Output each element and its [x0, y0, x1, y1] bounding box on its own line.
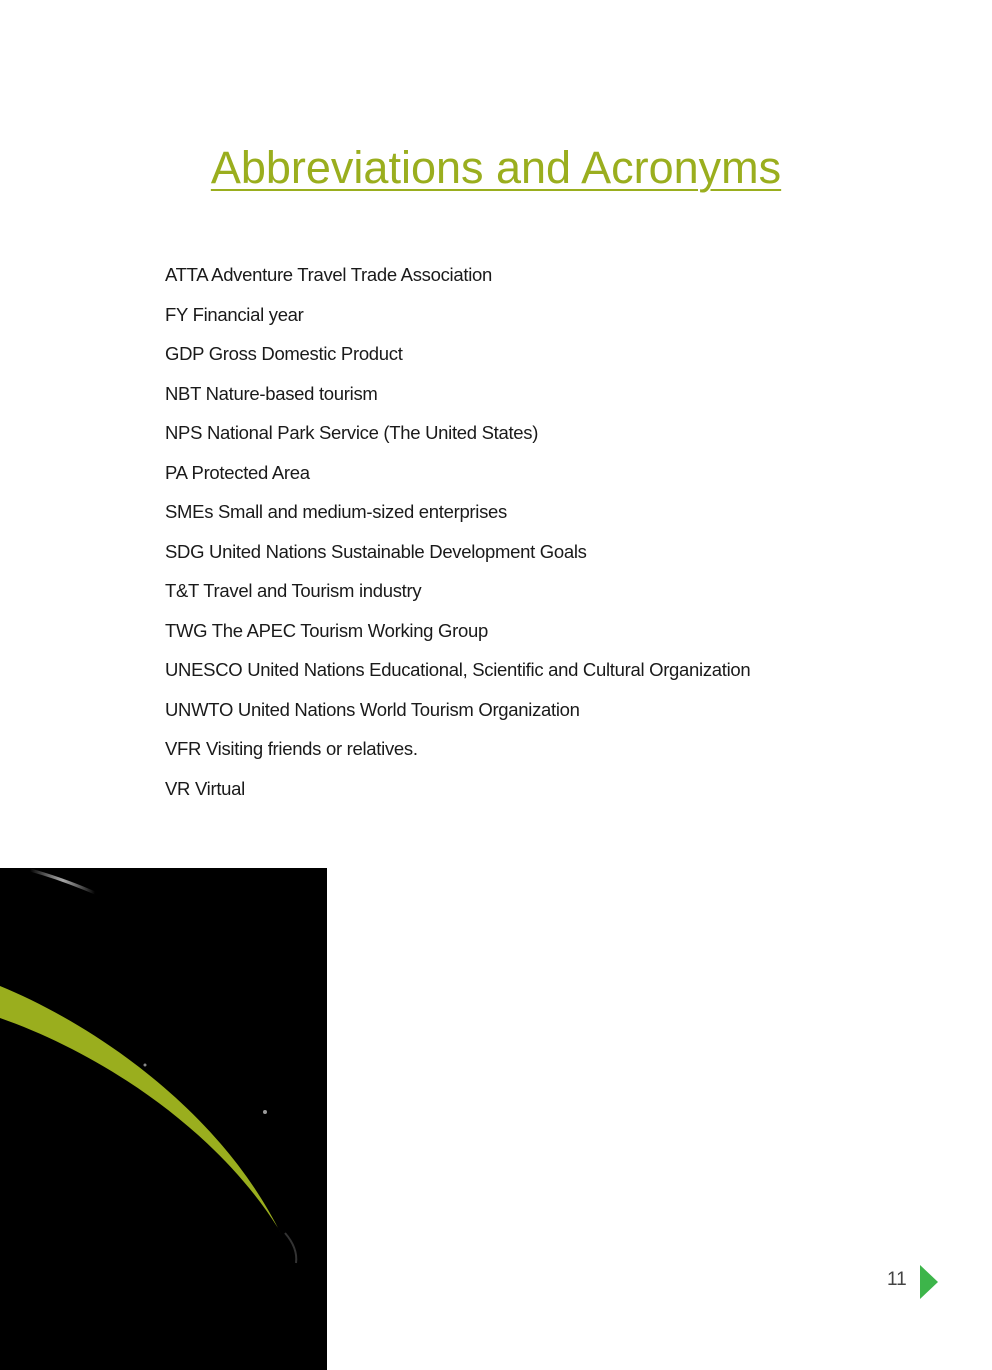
- abbreviation-definition: United Nations Educational, Scientific and Cultural Organization: [247, 659, 751, 680]
- abbreviation-item: [165, 619, 750, 643]
- abbreviation-term: GDP: [165, 343, 204, 364]
- abbreviation-term: PA: [165, 461, 187, 483]
- abbreviation-definition: United Nations Sustainable Development Goals: [209, 540, 587, 562]
- next-arrow-icon[interactable]: [920, 1265, 938, 1299]
- abbreviation-item: [165, 421, 750, 445]
- abbreviation-definition: Small and medium-sized enterprises: [217, 501, 507, 522]
- abbreviation-item: [165, 698, 750, 722]
- page-title: Abbreviations and Acronyms: [210, 142, 782, 193]
- abbreviation-term: NBT: [165, 382, 201, 404]
- abbreviation-term: NPS: [165, 422, 203, 443]
- abbreviation-definition: Gross Domestic Product: [208, 343, 403, 364]
- abbreviation-definition: The APEC Tourism Working Group: [211, 619, 488, 641]
- abbreviation-term: T&T: [165, 580, 199, 601]
- abbreviation-definition: Financial year: [192, 303, 304, 325]
- abbreviation-term: VFR: [165, 738, 202, 759]
- abbreviation-term: TWG: [165, 619, 208, 641]
- abbreviation-item: [165, 540, 750, 564]
- abbreviation-term: ATTA: [165, 264, 208, 285]
- abbreviation-item: [165, 737, 750, 761]
- abbreviation-definition: Travel and Tourism industry: [203, 580, 422, 601]
- abbreviation-term: UNESCO: [165, 659, 243, 680]
- abbreviation-term: SMEs: [165, 501, 214, 522]
- abbreviation-term: VR: [165, 777, 191, 799]
- abbreviation-definition: United Nations World Tourism Organization: [237, 698, 580, 720]
- abbreviation-term: UNWTO: [165, 698, 234, 720]
- abbreviation-definition: Virtual: [194, 777, 245, 799]
- abbreviation-item: [165, 777, 750, 801]
- abbreviation-term: SDG: [165, 540, 205, 562]
- abbreviation-term: FY: [165, 303, 188, 325]
- abbreviation-item: [165, 579, 750, 603]
- abbreviation-definition: Visiting friends or relatives.: [205, 738, 418, 759]
- abbreviation-item: [165, 303, 750, 327]
- abbreviation-item: [165, 500, 750, 524]
- page-number: 11: [887, 1269, 907, 1290]
- abbreviation-definition: Nature-based tourism: [205, 382, 378, 404]
- abbreviation-item: [165, 461, 750, 485]
- abbreviation-definition: Adventure Travel Trade Association: [211, 264, 492, 285]
- abbreviation-item: [165, 263, 750, 287]
- abbreviation-definition: National Park Service (The United States): [206, 422, 539, 443]
- decorative-swoosh-image: [0, 868, 327, 1370]
- abbreviation-item: [165, 342, 750, 366]
- abbreviation-list: [165, 263, 750, 816]
- abbreviation-definition: Protected Area: [191, 461, 310, 483]
- abbreviation-item: [165, 658, 750, 682]
- abbreviation-item: [165, 382, 750, 406]
